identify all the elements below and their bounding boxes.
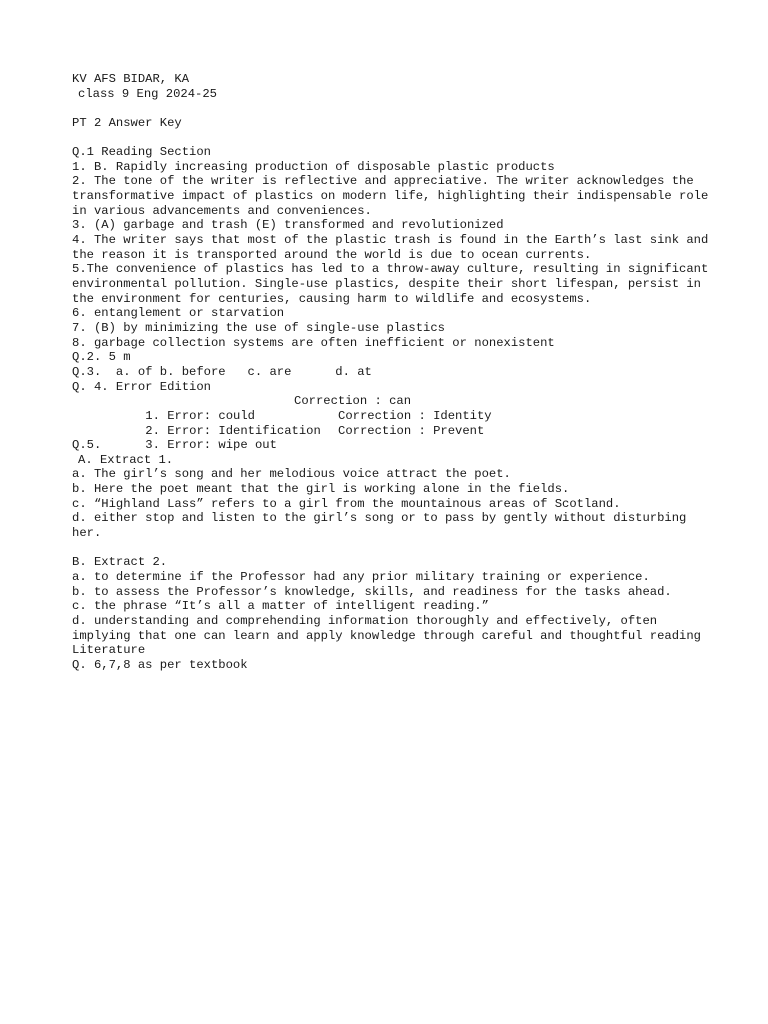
q4-error: 2. Error: Identification xyxy=(145,423,321,438)
extract2-answer-d: d. understanding and comprehending information thoroughly and effectively, often implying that one can learn and apply knowledge through careful and thoughtful reading xyxy=(72,613,701,643)
spacer xyxy=(72,131,712,146)
extract1-answer-a: a. The girl’s song and her melodious voice attract the poet. xyxy=(72,467,511,482)
q1-answer-1: 1. B. Rapidly increasing production of disposable plastic products xyxy=(72,159,555,174)
q1-answer-3: 3. (A) garbage and trash (E) transformed and revolutionized xyxy=(72,218,504,233)
q1-answer-4: 4. The writer says that most of the plastic trash is found in the Earth’s last sink and the reason it is transported around the world is due to ocean currents. xyxy=(72,233,716,262)
q4-heading: Q. 4. Error Edition xyxy=(72,379,211,394)
document-title: PT 2 Answer Key xyxy=(72,115,182,130)
extract1-heading: A. Extract 1. xyxy=(78,452,174,467)
literature-heading: Literature xyxy=(72,643,146,658)
extract1-answer-d: d. either stop and listen to the girl’s song or to pass by gently without disturbing her. xyxy=(72,511,694,540)
spacer xyxy=(72,541,712,556)
extract2-heading: B. Extract 2. xyxy=(72,555,168,570)
extract2-answer-c: c. the phrase “It’s all a matter of intelligent reading.” xyxy=(72,599,489,614)
literature-line: Q. 6,7,8 as per textbook xyxy=(72,657,248,672)
extract1-answer-b: b. Here the poet meant that the girl is working alone in the fields. xyxy=(72,482,570,497)
q4-correction: Correction : can xyxy=(294,394,412,409)
q1-heading: Q.1 Reading Section xyxy=(72,145,211,160)
class-line: class 9 Eng 2024-25 xyxy=(78,86,217,101)
extract1-answer-c: c. “Highland Lass” refers to a girl from the mountainous areas of Scotland. xyxy=(72,496,621,511)
school-name: KV AFS BIDAR, KA xyxy=(72,72,190,86)
q1-answer-8: 8. garbage collection systems are often inefficient or nonexistent xyxy=(72,335,555,350)
q4-correction: Correction : Prevent xyxy=(338,423,485,438)
q2-answer: Q.2. 5 m xyxy=(72,350,131,365)
q4-correction: Correction : Identity xyxy=(338,408,492,423)
q5-heading: Q.5. xyxy=(72,438,102,453)
q1-answer-7: 7. (B) by minimizing the use of single-use plastics xyxy=(72,321,445,336)
answer-key-document xyxy=(72,72,716,672)
extract2-answer-b: b. to assess the Professor’s knowledge, skills, and readiness for the tasks ahead. xyxy=(72,584,672,599)
spacer xyxy=(72,101,712,116)
q4-error: 3. Error: wipe out xyxy=(145,438,277,453)
q4-error: 1. Error: could xyxy=(145,408,255,423)
q1-answer-6: 6. entanglement or starvation xyxy=(72,306,285,321)
q1-answer-5: 5.The convenience of plastics has led to a throw-away culture, resulting in significant environmental pollution. Single-use plastics, despite their short lifespan, persist in the environment for centuries, causing harm to wildlife and ecosystems. xyxy=(72,262,716,306)
extract2-answer-a: a. to determine if the Professor had any prior military training or experience. xyxy=(72,569,650,584)
q3-answer: Q.3. a. of b. before c. are d. at xyxy=(72,364,372,379)
q1-answer-2: 2. The tone of the writer is reflective and appreciative. The writer acknowledges the transformative impact of plastics on modern life, highlighting their indispensable role in various advancements and conveniences. xyxy=(72,174,716,218)
